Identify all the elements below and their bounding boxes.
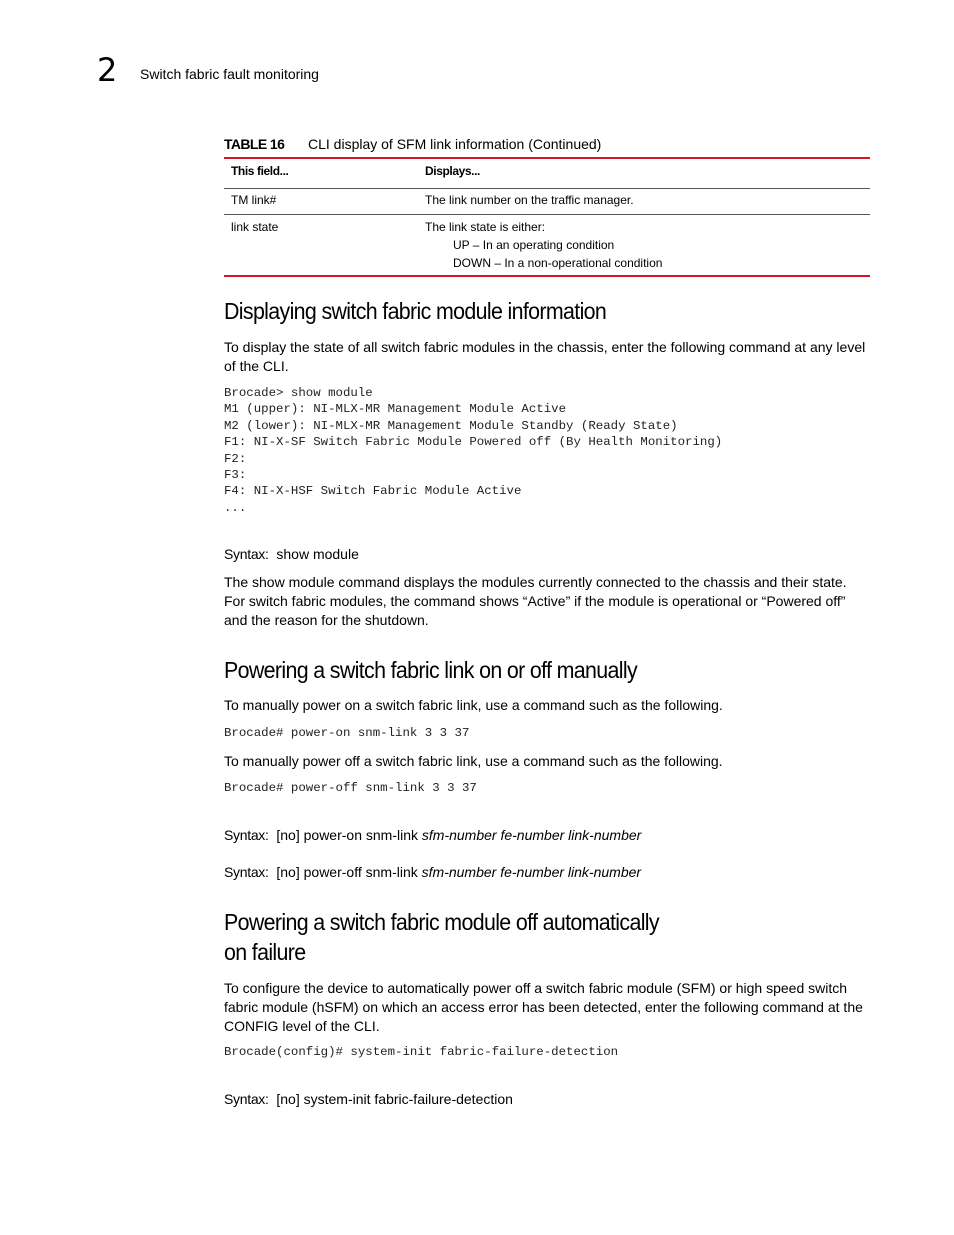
paragraph-text: The xyxy=(224,574,253,590)
syntax-line xyxy=(224,545,359,564)
syntax-command: power-on snm-link xyxy=(303,827,418,843)
column-header: This field... xyxy=(231,164,289,178)
syntax-option: [no] xyxy=(276,1091,300,1107)
table-cell-display xyxy=(425,218,662,272)
syntax-line xyxy=(224,863,641,882)
syntax-arguments: sfm-number fe-number link-number xyxy=(421,827,642,843)
syntax-label: Syntax: xyxy=(224,827,269,843)
table-row xyxy=(224,189,870,214)
table-cell-display: The link number on the traffic manager. xyxy=(425,193,634,207)
syntax-option: [no] xyxy=(276,864,300,880)
column-header: Displays... xyxy=(425,164,480,178)
paragraph: To manually power off a switch fabric link, use a command such as the following. xyxy=(224,753,723,769)
section-heading: Powering a switch fabric link on or off manually xyxy=(224,657,638,683)
code-block: Brocade# power-off snm-link 3 3 37 xyxy=(224,781,477,795)
table-cell-field: TM link# xyxy=(231,193,277,207)
syntax-label: Syntax: xyxy=(224,864,269,880)
syntax-command: show module xyxy=(276,546,359,562)
table-row xyxy=(224,215,870,275)
syntax-label: Syntax: xyxy=(224,1091,269,1107)
section-heading: Powering a switch fabric module off automatically xyxy=(224,909,659,935)
syntax-command: power-off snm-link xyxy=(303,864,418,880)
syntax-line xyxy=(224,826,641,845)
table-label: TABLE 16 xyxy=(224,136,285,152)
section-heading: Displaying switch fabric module information xyxy=(224,298,607,324)
table-caption xyxy=(224,134,601,154)
paragraph xyxy=(224,573,870,630)
inline-command: show module xyxy=(252,574,335,590)
table-cell-line: The link state is either: xyxy=(425,220,546,234)
table-header-row xyxy=(224,159,870,188)
table-cell-field: link state xyxy=(231,220,279,234)
data-table xyxy=(224,157,870,277)
code-block: Brocade> show module M1 (upper): NI-MLX-MR Management Module Active M2 (lower): NI-MLX-MR Management Module Standby (Ready State) F1: NI-X-SF Switch Fabric Module Powered off (By Health Monitoring) F2: F3: F4: NI-X-HSF Switch Fabric Module Active ... xyxy=(224,386,723,515)
syntax-arguments: sfm-number fe-number link-number xyxy=(421,864,642,880)
table-cell-line: DOWN – In a non-operational condition xyxy=(453,256,663,270)
syntax-command: system-init fabric-failure-detection xyxy=(303,1091,513,1107)
paragraph: To configure the device to automatically power off a switch fabric module (SFM) or high speed switch fabric module (hSFM) on which an access error has been detected, enter the following command at the CONFIG level of the CLI. xyxy=(224,980,863,1034)
chapter-title: Switch fabric fault monitoring xyxy=(140,66,319,82)
syntax-line xyxy=(224,1090,513,1109)
table-cell-line: UP – In an operating condition xyxy=(453,238,615,252)
paragraph: To display the state of all switch fabric modules in the chassis, enter the following command at any level of the CLI. xyxy=(224,339,866,374)
syntax-label: Syntax: xyxy=(224,546,269,562)
code-block: Brocade# power-on snm-link 3 3 37 xyxy=(224,726,470,740)
table-caption-text: CLI display of SFM link information (Continued) xyxy=(308,136,602,152)
paragraph: To manually power on a switch fabric link, use a command such as the following. xyxy=(224,697,723,713)
code-block: Brocade(config)# system-init fabric-failure-detection xyxy=(224,1045,619,1059)
chapter-number: 2 xyxy=(97,51,118,89)
paragraph-text: command displays the modules currently connected to the chassis and their state. For switch fabric modules, the command shows “Active” if the module is operational or “Powered off” and the reason for the shutdown. xyxy=(224,574,847,628)
section-heading-continued: on failure xyxy=(224,939,306,965)
syntax-option: [no] xyxy=(276,827,300,843)
table-bottom-rule xyxy=(224,275,870,277)
